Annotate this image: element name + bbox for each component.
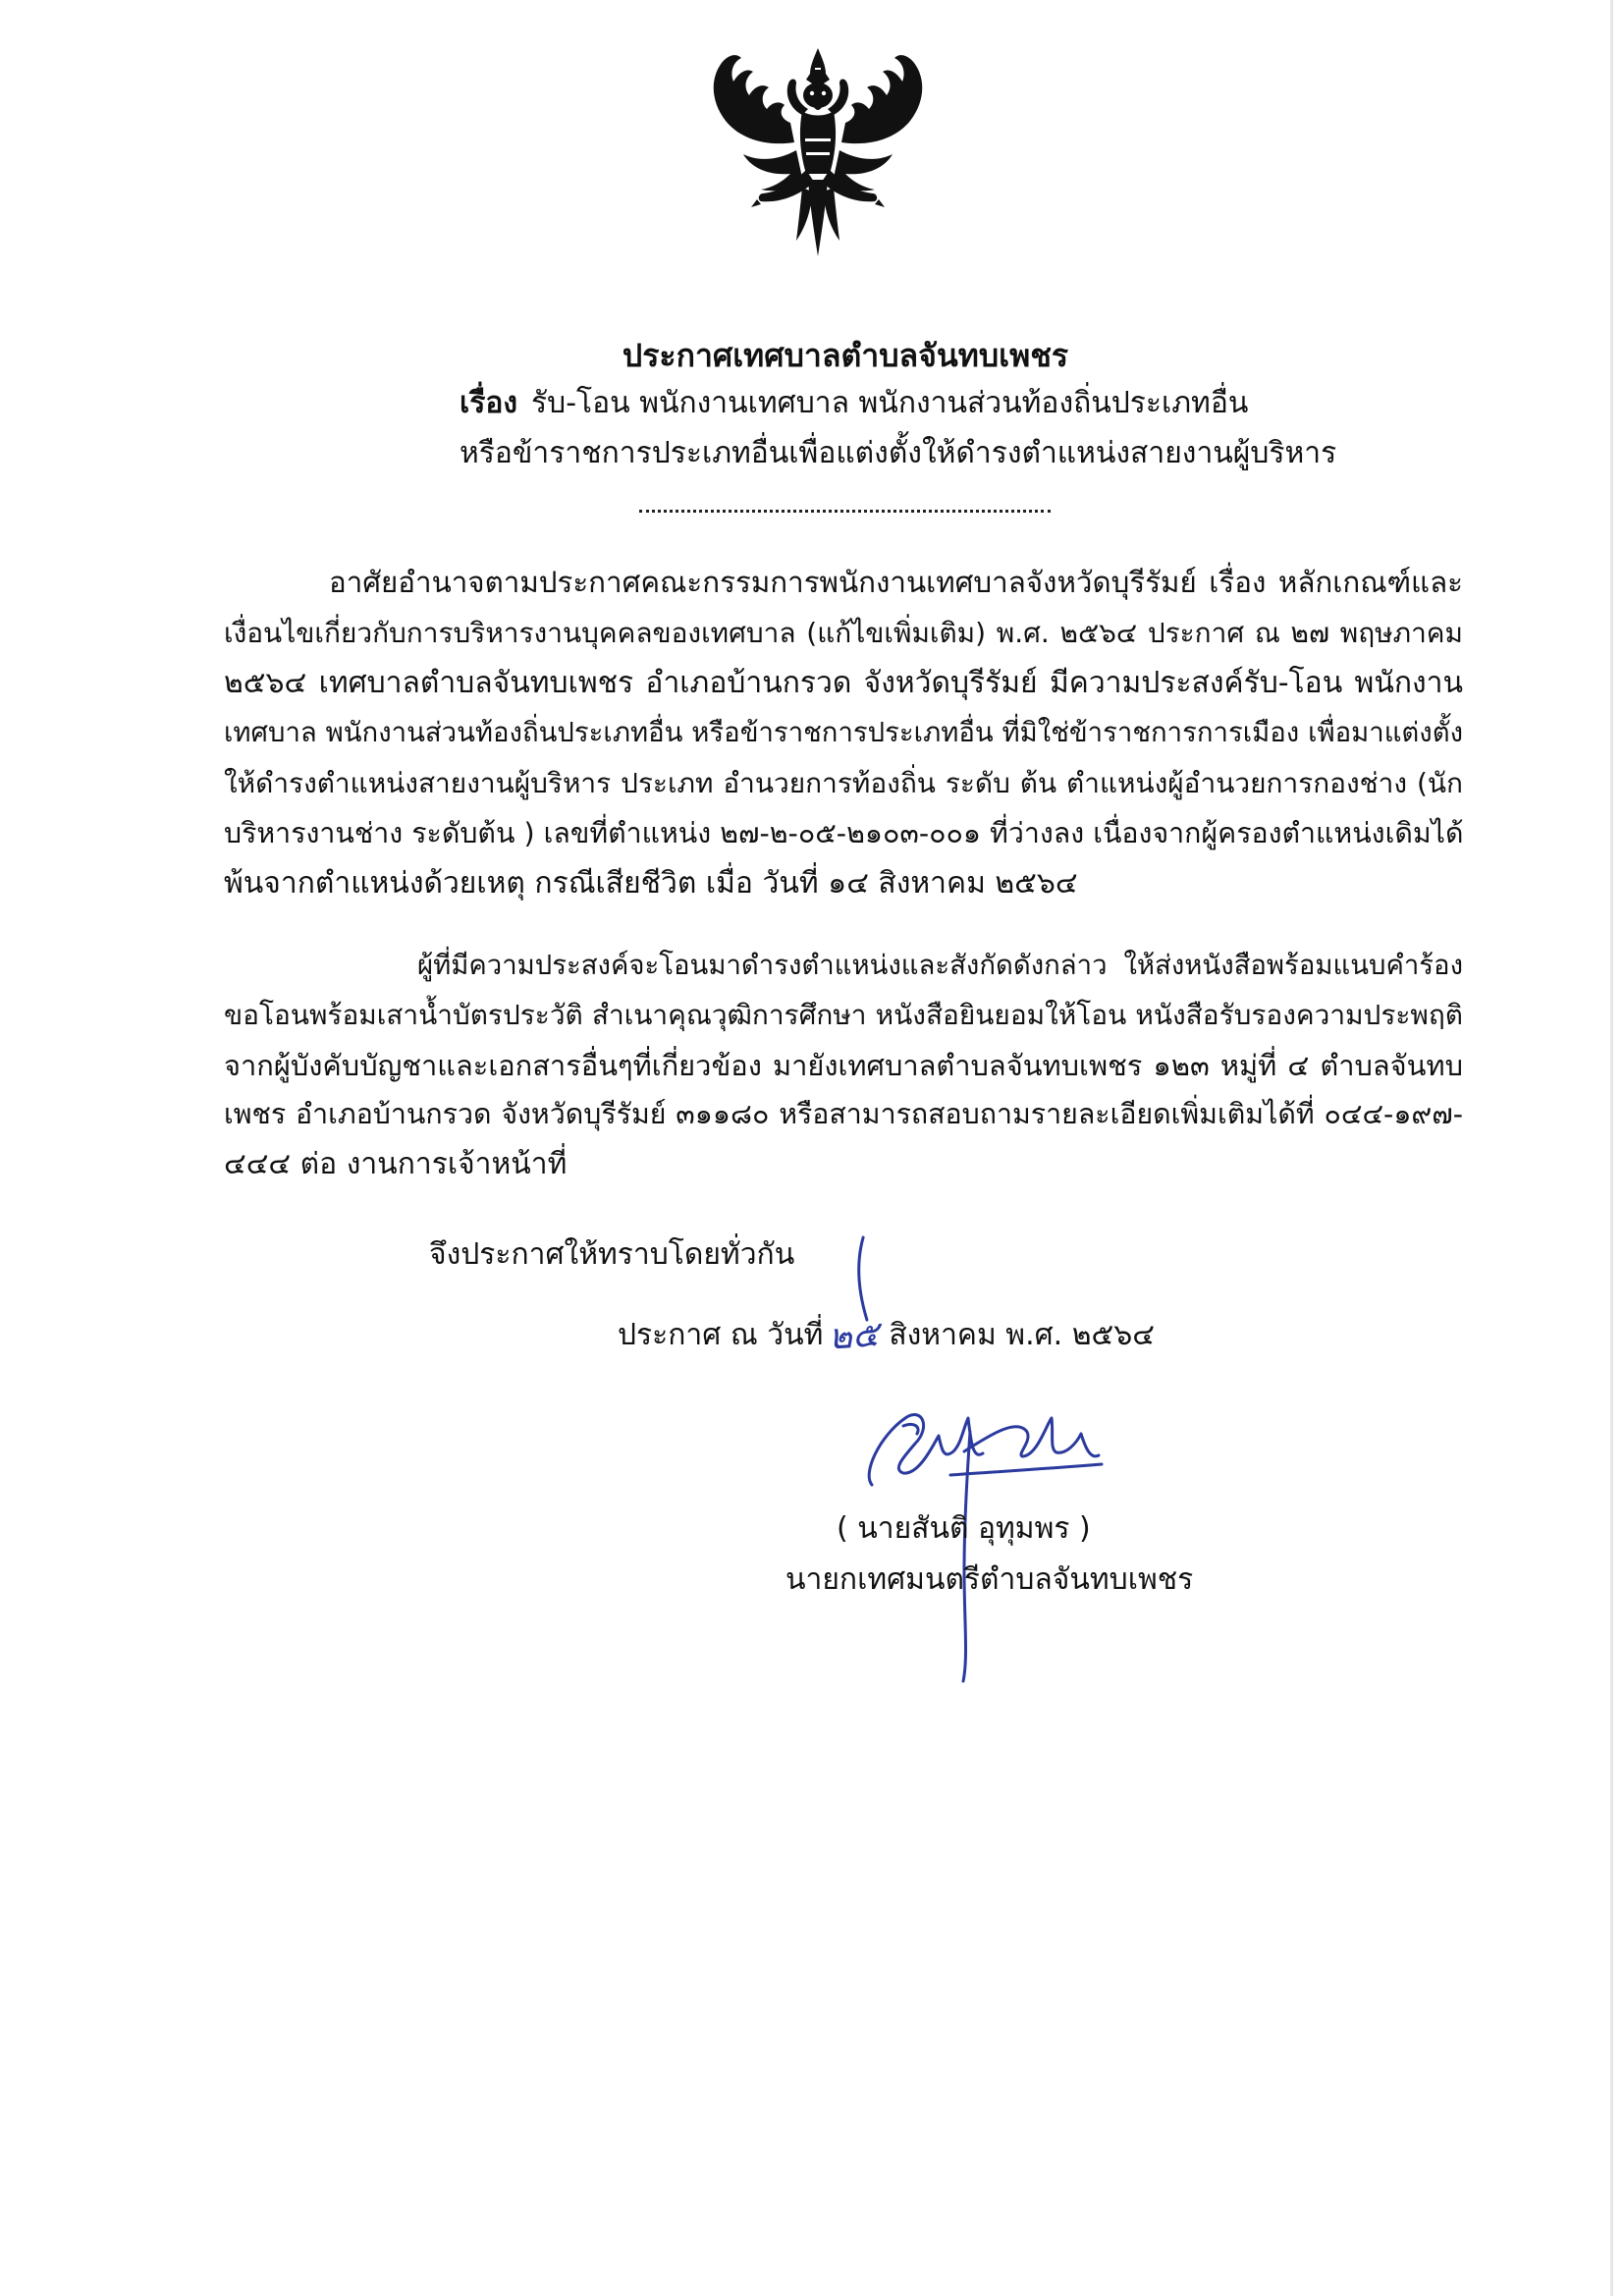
paragraph-2-line: ๔๔๔ ต่อ งานการเจ้าหน้าที่ (224, 1147, 568, 1182)
subject-label: เรื่อง (460, 386, 518, 420)
paragraph-1-line: เงื่อนไขเกี่ยวกับการบริหารงานบุคคลของเทศบาล (แก้ไขเพิ่มเติม) พ.ศ. ๒๕๖๔ ประกาศ ณ ๒๗ พฤษภาคม (224, 617, 1463, 649)
paragraph-1-line: อาศัยอำนาจตามประกาศคณะกรรมการพนักงานเทศบาลจังหวัดบุรีรัมย์ เรื่อง หลักเกณฑ์และ (329, 566, 1463, 599)
paragraph-1-line: ให้ดำรงตำแหน่งสายงานผู้บริหาร ประเภท อำนวยการท้องถิ่น ระดับ ต้น ตำแหน่งผู้อำนวยการกองช่าง (นัก (224, 767, 1463, 799)
signatory-position: นายกเทศมนตรีตำบลจันทบเพชร (785, 1562, 1194, 1597)
subject-text-1: รับ-โอน พนักงานเทศบาล พนักงานส่วนท้องถิ่นประเภทอื่น (531, 386, 1249, 420)
paragraph-2-line: ขอโอนพร้อมเสาน้ำบัตรประวัติ สำเนาคุณวุฒิการศึกษา หนังสือยินยอมให้โอน หนังสือรับรองความประพฤติ (224, 998, 1463, 1031)
body-paragraph-2 (224, 941, 1463, 1190)
subject-line-2: หรือข้าราชการประเภทอื่นเพื่อแต่งตั้งให้ดำรงตำแหน่งสายงานผู้บริหาร (460, 436, 1337, 470)
paragraph-1-line: พ้นจากตำแหน่งด้วยเหตุ กรณีเสียชีวิต เมื่อ วันที่ ๑๔ สิงหาคม ๒๕๖๔ (224, 866, 1078, 901)
handwritten-stroke (843, 1231, 889, 1323)
paragraph-1-line: ๒๕๖๔ เทศบาลตำบลจันทบเพชร อำเภอบ้านกรวด จังหวัดบุรีรัมย์ มีความประสงค์รับ-โอน พนักงาน (224, 666, 1463, 700)
closing-statement: จึงประกาศให้ทราบโดยทั่วกัน (429, 1237, 795, 1272)
announcement-date (618, 1308, 1403, 1361)
dotted-separator (639, 510, 1051, 513)
announcement-title: ประกาศเทศบาลตำบลจันทบเพชร (622, 337, 1069, 374)
subject-line-1 (460, 379, 1343, 428)
signatory-name: ( นายสันติ อุทุมพร ) (837, 1511, 1091, 1546)
body-paragraph-1 (224, 558, 1463, 908)
paragraph-2-line: เพชร อำเภอบ้านกรวด จังหวัดบุรีรัมย์ ๓๑๑๘๐ หรือสามารถสอบถามรายละเอียดเพิ่มเติมได้ที่ ๐๔๔-๑๙๗- (224, 1098, 1463, 1131)
paragraph-1-line: บริหารงานช่าง ระดับต้น ) เลขที่ตำแหน่ง ๒๗-๒-๐๕-๒๑๐๓-๐๐๑ ที่ว่างลง เนื่องจากผู้ครองตำแหน่งเดิมได้ (224, 817, 1463, 849)
date-suffix: สิงหาคม พ.ศ. ๒๕๖๔ (889, 1317, 1155, 1352)
garuda-emblem-icon (700, 44, 936, 260)
scan-edge-shadow (1610, 0, 1613, 2296)
paragraph-2-line: จากผู้บังคับบัญชาและเอกสารอื่นๆที่เกี่ยวข้อง มายังเทศบาลตำบลจันทบเพชร ๑๒๓ หมู่ที่ ๔ ตำบลจันทบ (224, 1048, 1463, 1082)
handwritten-day (827, 1305, 881, 1364)
date-prefix: ประกาศ ณ วันที่ (618, 1317, 824, 1352)
handwritten-day-text: ๒๕ (828, 1313, 881, 1358)
paragraph-2-line: ผู้ที่มีความประสงค์จะโอนมาดำรงตำแหน่งและสังกัดดังกล่าว ให้ส่งหนังสือพร้อมแนบคำร้อง (417, 950, 1463, 981)
paragraph-1-line: เทศบาล พนักงานส่วนท้องถิ่นประเภทอื่น หรือข้าราชการประเภทอื่น ที่มิใช่ข้าราชการการเมือง เพื่อมาแต่งตั้ง (224, 717, 1463, 748)
